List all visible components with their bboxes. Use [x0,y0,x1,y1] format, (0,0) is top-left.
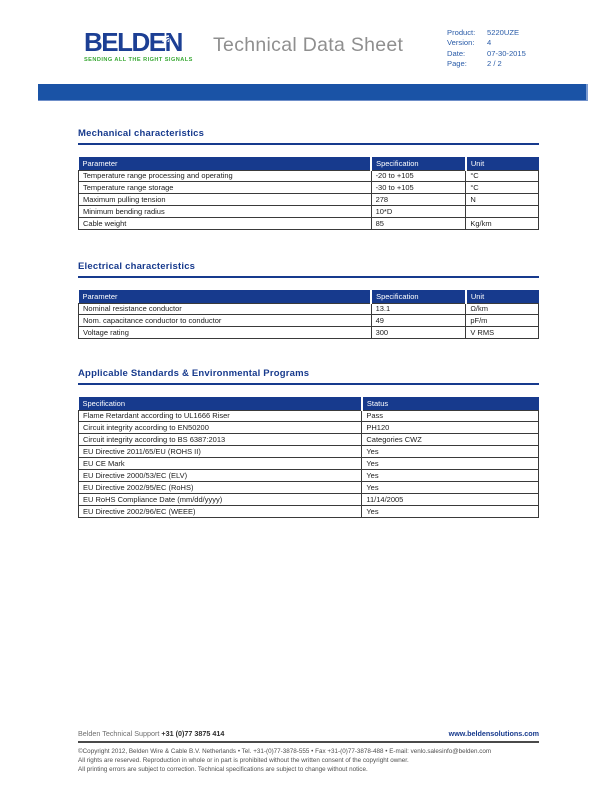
footer-divider [78,741,539,743]
table-cell: Nominal resistance conductor [79,303,372,315]
table-cell: Pass [362,410,539,422]
table-cell: Maximum pulling tension [79,194,372,206]
table-cell: V RMS [466,327,539,339]
table-cell: Ω/km [466,303,539,315]
electrical-characteristics-table [78,290,539,339]
table-cell: -30 to +105 [371,182,466,194]
table-row [79,194,539,206]
table-row [79,506,539,518]
section-title-rule [78,383,539,385]
section-electrical-characteristics [78,261,539,339]
section-mechanical-characteristics [78,128,539,230]
belden-logo-tagline: SENDING ALL THE RIGHT SIGNALS [84,57,193,63]
table-header-cell: Status [362,397,539,410]
table-header-row [79,397,539,410]
meta-version-label: Version: [447,38,475,48]
table-row [79,327,539,339]
meta-version [447,38,526,48]
meta-product [447,28,526,38]
copyright-line: ©Copyright 2012, Belden Wire & Cable B.V. Netherlands • Tel. +31-(0)77-3878-555 • Fax +31-(0)77-3878-488 • E-mail: venlo.salesinfo@belden.com [78,748,492,755]
table-cell: N [466,194,539,206]
table-cell: EU Directive 2002/96/EC (WEEE) [79,506,362,518]
table-cell: EU Directive 2000/53/EC (ELV) [79,470,362,482]
table-cell: Yes [362,458,539,470]
copyright-line: All printing errors are subject to correction. Technical specifications are subject to change without notice. [78,766,368,774]
header-divider-bar [38,84,588,101]
section-title: Applicable Standards & Environmental Programs [78,368,310,379]
table-cell: Circuit integrity according to BS 6387:2013 [79,434,362,446]
mechanical-characteristics-table [78,157,539,230]
section-title: Electrical characteristics [78,261,196,272]
table-cell: Flame Retardant according to UL1666 Riser [79,410,362,422]
table-cell: Categories CWZ [362,434,539,446]
table-cell: Yes [362,470,539,482]
footer-support-row [78,729,539,738]
meta-version-value: 4 [487,38,492,48]
applicable-standards-table [78,397,539,518]
table-cell: pF/m [466,315,539,327]
table-cell: Yes [362,446,539,458]
meta-product-value: 5220UZE [487,28,520,37]
table-header-cell: Unit [466,157,539,170]
table-row [79,182,539,194]
table-cell: EU RoHS Compliance Date (mm/dd/yyyy) [79,494,362,506]
table-cell: Voltage rating [79,327,372,339]
table-row [79,494,539,506]
table-row [79,422,539,434]
table-cell: Yes [362,506,539,518]
section-title-rule [78,143,539,145]
table-row [79,446,539,458]
table-cell: Circuit integrity according to EN50200 [79,422,362,434]
document-meta [447,28,526,70]
table-cell: Nom. capacitance conductor to conductor [79,315,372,327]
table-row [79,206,539,218]
table-cell [466,206,539,218]
table-cell: Minimum bending radius [79,206,372,218]
table-header-row [79,290,539,303]
technical-support-text [78,729,224,738]
table-row [79,482,539,494]
table-cell: 85 [371,218,466,230]
table-cell: °C [466,182,539,194]
meta-page-value: 2 / 2 [487,59,502,69]
table-row [79,303,539,315]
table-header-row [79,157,539,170]
table-row [79,315,539,327]
website-link[interactable]: www.beldensolutions.com [448,729,539,738]
table-cell: 49 [371,315,466,327]
table-row [79,434,539,446]
table-row [79,218,539,230]
table-cell: PH120 [362,422,539,434]
meta-product-label: Product: [447,28,476,37]
belden-logo [84,29,209,63]
table-cell: 13.1 [371,303,466,315]
table-row [79,410,539,422]
table-cell: 11/14/2005 [362,494,539,506]
table-cell: EU Directive 2002/95/EC (RoHS) [79,482,362,494]
document-title: Technical Data Sheet [213,34,404,56]
table-cell: Temperature range processing and operating [79,170,372,182]
section-applicable-standards [78,368,539,518]
page-footer [78,729,539,775]
table-cell: 300 [371,327,466,339]
table-header-cell: Specification [79,397,362,410]
meta-page [447,59,526,69]
table-cell: EU Directive 2011/65/EU (ROHS II) [79,446,362,458]
table-header-cell: Specification [371,157,466,170]
table-cell: Cable weight [79,218,372,230]
table-row [79,458,539,470]
section-title-rule [78,276,539,278]
meta-date-label: Date: [447,48,466,58]
table-cell: 10*D [371,206,466,218]
copyright-block [78,747,539,775]
table-header-cell: Unit [466,290,539,303]
section-title: Mechanical characteristics [78,128,205,139]
table-row [79,170,539,182]
logo-signal-arcs-icon [161,34,177,50]
table-cell: Kg/km [466,218,539,230]
table-cell: EU CE Mark [79,458,362,470]
table-cell: -20 to +105 [371,170,466,182]
meta-date-value: 07-30-2015 [487,48,526,58]
table-cell: Yes [362,482,539,494]
table-header-cell: Parameter [79,157,372,170]
table-cell: Temperature range storage [79,182,372,194]
table-cell: 278 [371,194,466,206]
meta-date [447,49,526,59]
table-header-cell: Parameter [79,290,372,303]
table-header-cell: Specification [371,290,466,303]
page-header [0,0,612,84]
copyright-line: All rights are reserved. Reproduction in whole or in part is prohibited without the written consent of the copyright owner. [78,757,409,765]
support-label: Belden Technical Support [78,729,160,738]
table-row [79,470,539,482]
meta-page-label: Page: [447,59,467,69]
support-phone: +31 (0)77 3875 414 [161,729,225,738]
belden-logo-wordmark: BELDEN [84,27,182,57]
table-cell: °C [466,170,539,182]
